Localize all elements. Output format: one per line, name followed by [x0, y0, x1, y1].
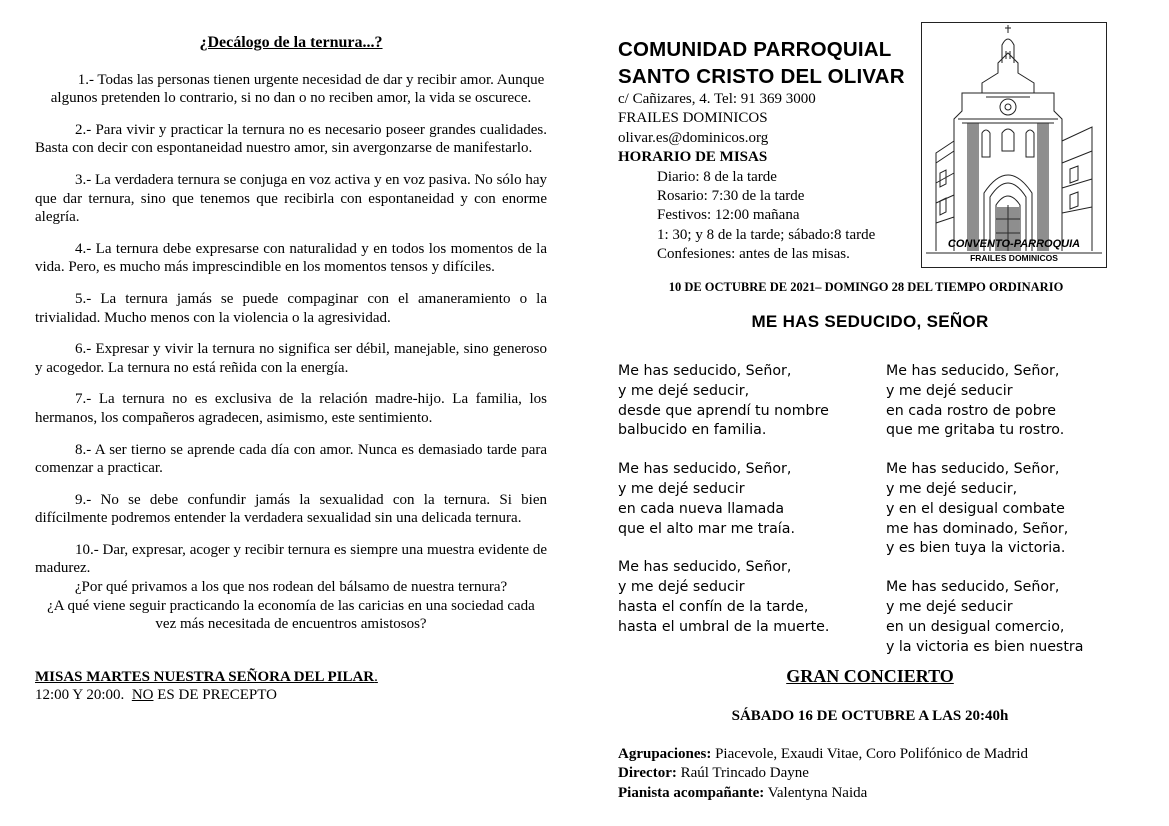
misas-martes: MISAS MARTES NUESTRA SEÑORA DEL PILAR. 12:00 Y 20:00. NO ES DE PRECEPTO — [35, 668, 378, 704]
drawing-caption-2: FRAILES DOMINICOS — [970, 253, 1058, 263]
parish-frailes: FRAILES DOMINICOS — [618, 110, 768, 127]
verse-line: hasta el confín de la tarde, — [618, 598, 809, 615]
church-drawing — [921, 22, 1107, 268]
decalogo-item-5: 5.- La ternura jamás se puede compaginar con el amaneramiento o la trivialidad. Mucho menos con la violencia o la agresividad. — [35, 290, 547, 326]
song-column-1 — [618, 362, 878, 657]
verse-line: y me dejé seducir, — [886, 480, 1018, 497]
concert-title: GRAN CONCIERTO — [786, 666, 954, 686]
verse-line: balbucido en familia. — [618, 422, 767, 439]
horario-title: HORARIO DE MISAS — [618, 149, 768, 166]
stanza — [886, 460, 1146, 559]
misas-martes-times: 12:00 Y 20:00. — [35, 687, 125, 704]
horario-line: Festivos: 12:00 mañana — [657, 207, 800, 224]
verse-line: y me dejé seducir — [886, 598, 1013, 615]
misas-martes-precepto: ES DE PRECEPTO — [157, 687, 277, 704]
agrupaciones-label: Agrupaciones: — [618, 746, 712, 762]
parish-header — [618, 36, 918, 265]
question-2: ¿A qué viene seguir practicando la economía de las caricias en una sociedad cada vez más necesitada de encuentros amistosos? — [47, 597, 535, 633]
decalogo-title: ¿Decálogo de la ternura...? — [199, 34, 383, 51]
verse-line: Me has seducido, Señor, — [886, 363, 1060, 379]
decalogo-item-7: 7.- La ternura no es exclusiva de la relación madre-hijo. La familia, los hermanos, los compañeros agradecen, asimismo, este sentimiento. — [35, 391, 547, 426]
verse-line: en cada nueva llamada — [618, 500, 785, 517]
decalogo-item-8: 8.- A ser tierno se aprende cada día con amor. Nunca es demasiado tarde para comenzar a practicar. — [35, 441, 547, 477]
misas-martes-no: NO — [131, 687, 154, 704]
verse-line: y me dejé seducir, — [618, 382, 750, 399]
decalogo-item-3: 3.- La verdadera ternura se conjuga en voz activa y en voz pasiva. No sólo hay que dar ternura, sino que tenemos que recibirla con espontaneidad y con enorme alegría. — [35, 171, 547, 226]
song-title: ME HAS SEDUCIDO, SEÑOR — [751, 312, 989, 331]
verse-line: desde que aprendí tu nombre — [618, 402, 829, 419]
church-sketch-icon — [922, 23, 1106, 267]
horario-line: 1: 30; y 8 de la tarde; sábado:8 tarde — [657, 226, 876, 243]
stanza — [618, 558, 878, 637]
stanza — [886, 362, 1146, 441]
parish-title-2: SANTO CRISTO DEL OLIVAR — [618, 65, 905, 88]
agrupaciones-value: Piacevole, Exaudi Vitae, Coro Polifónico de Madrid — [715, 746, 1029, 762]
verse-line: y en el desigual combate — [886, 500, 1065, 517]
stanza — [618, 362, 878, 441]
verse-line: Me has seducido, Señor, — [618, 363, 792, 379]
parish-email[interactable]: olivar.es@dominicos.org — [618, 129, 769, 146]
horario-line: Confesiones: antes de las misas. — [657, 246, 850, 263]
decalogo-item-1: 1.- Todas las personas tienen urgente necesidad de dar y recibir amor. Aunque algunos pretenden lo contrario, si no dan o no reciben amor, la vida se oscurece. — [50, 71, 545, 107]
verse-line: Me has seducido, Señor, — [886, 579, 1060, 596]
verse-line: hasta el umbral de la muerte. — [618, 618, 830, 635]
song-column-2 — [886, 362, 1146, 676]
verse-line: y me dejé seducir — [886, 382, 1013, 399]
director-value: Raúl Trincado Dayne — [680, 765, 809, 782]
drawing-caption-1: CONVENTO-PARROQUIA — [947, 238, 1081, 250]
decalogo-item-2: 2.- Para vivir y practicar la ternura no es necesario poseer grandes cualidades. Basta con decir con espontaneidad nuestro amor, sin avergonzarse de manifestarlo. — [35, 121, 547, 157]
horario-line: Diario: 8 de la tarde — [657, 168, 777, 185]
parish-title-1: COMUNIDAD PARROQUIAL — [618, 38, 892, 61]
misas-martes-title: MISAS MARTES NUESTRA SEÑORA DEL PILAR — [35, 668, 375, 685]
stanza — [886, 578, 1146, 657]
decalogo-item-4: 4.- La ternura debe expresarse con naturalidad y en todos los momentos de la vida. Pero, es mucho más imprescindible en los momentos tensos y difíciles. — [35, 240, 547, 276]
verse-line: y me dejé seducir — [618, 579, 745, 596]
horario-line: Rosario: 7:30 de la tarde — [657, 188, 805, 205]
verse-line: en un desigual comercio, — [886, 618, 1065, 635]
pianista-label: Pianista acompañante: — [618, 784, 765, 801]
verse-line: y es bien tuya la victoria. — [886, 540, 1066, 557]
decalogo-item-9: 9.- No se debe confundir jamás la sexualidad con la ternura. Si bien difícilmente podremos entender la verdadera sexualidad sin una delicada ternura. — [35, 491, 547, 527]
concert-date: SÁBADO 16 DE OCTUBRE A LAS 20:40h — [731, 708, 1009, 724]
verse-line: que me gritaba tu rostro. — [886, 422, 1065, 439]
parish-address: c/ Cañizares, 4. Tel: 91 369 3000 — [618, 91, 816, 107]
concert-credits — [618, 745, 1138, 803]
stanza — [618, 460, 878, 539]
verse-line: Me has seducido, Señor, — [618, 559, 792, 576]
date-line: 10 DE OCTUBRE DE 2021– DOMINGO 28 DEL TIEMPO ORDINARIO — [668, 280, 1064, 294]
decalogo-section — [35, 34, 547, 705]
decalogo-item-10: 10.- Dar, expresar, acoger y recibir ternura es siempre una muestra evidente de madurez. — [35, 541, 547, 577]
verse-line: y la victoria es bien nuestra — [886, 638, 1084, 655]
decalogo-item-6: 6.- Expresar y vivir la ternura no significa ser débil, manejable, sino generoso y acogedor. La ternura no está reñida con la energía. — [35, 341, 547, 376]
verse-line: que el alto mar me traía. — [618, 520, 795, 537]
pianista-value: Valentyna Naida — [767, 784, 868, 801]
verse-line: me has dominado, Señor, — [886, 520, 1069, 537]
verse-line: Me has seducido, Señor, — [886, 461, 1060, 478]
verse-line: Me has seducido, Señor, — [618, 461, 792, 478]
director-label: Director: — [618, 765, 677, 782]
verse-line: y me dejé seducir — [618, 480, 745, 497]
verse-line: en cada rostro de pobre — [886, 402, 1056, 419]
question-1: ¿Por qué privamos a los que nos rodean del bálsamo de nuestra ternura? — [74, 579, 508, 596]
